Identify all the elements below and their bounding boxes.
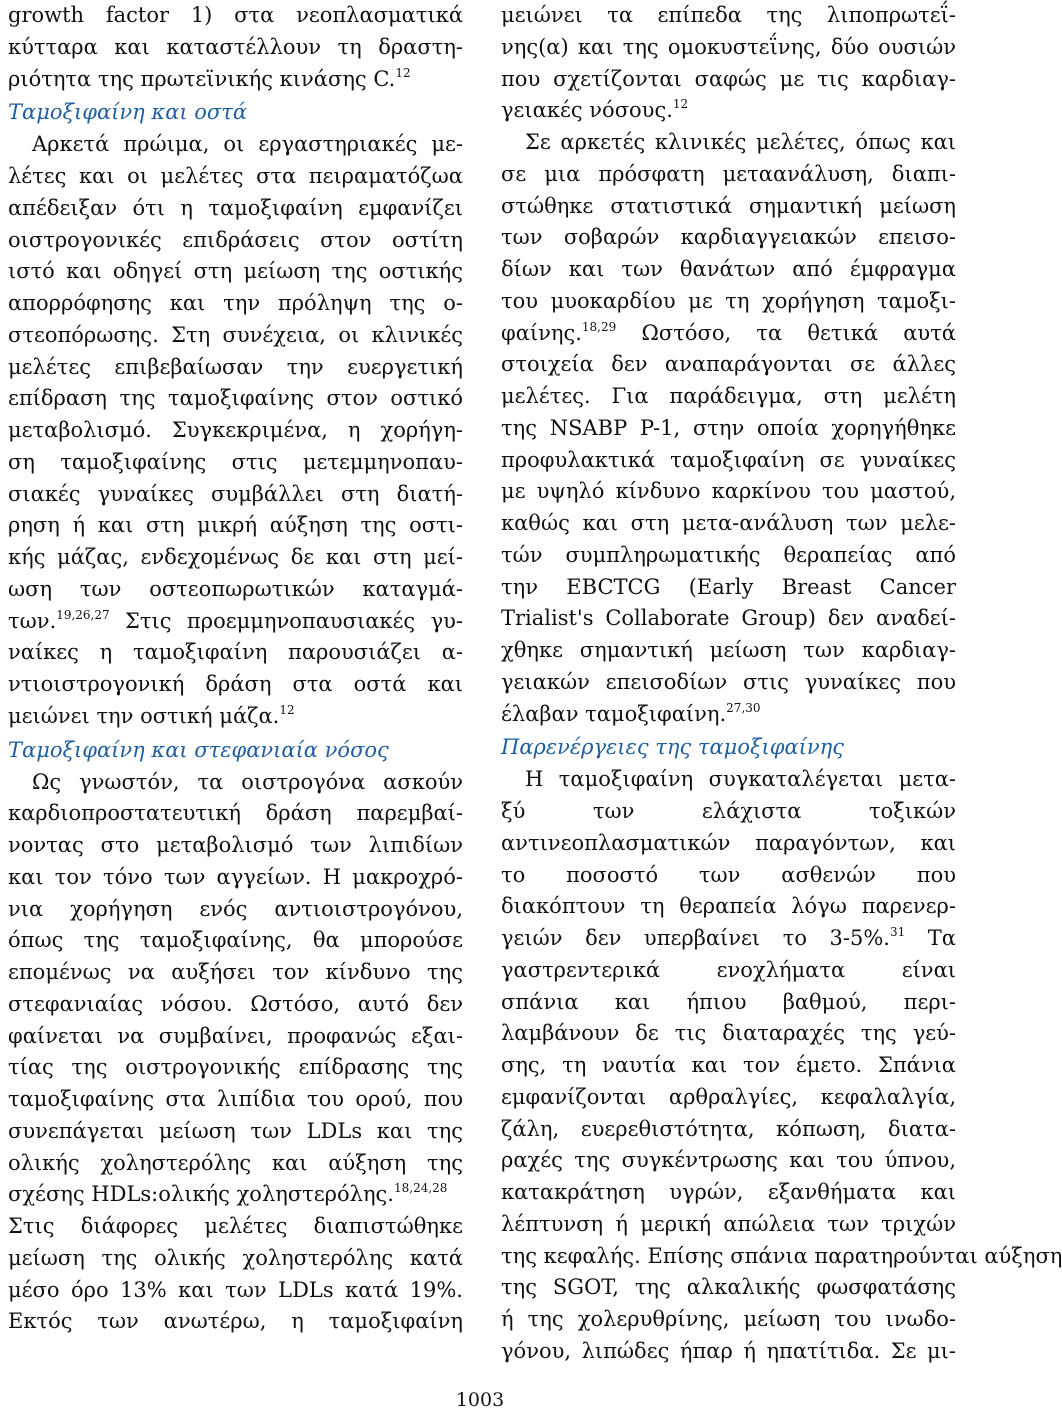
text-line [8, 352, 463, 384]
line-text: λέπτυνση ή μερική απώλεια των τριχών [501, 1211, 956, 1236]
citation-ref: 31 [889, 925, 906, 939]
section-heading [8, 733, 463, 767]
line-text-after: Ωστόσο, τα θετικά αυτά [616, 320, 956, 345]
line-text: του μυοκαρδίου με τη χορήγηση ταμοξι- [501, 288, 956, 313]
line-text: κατακράτηση υγρών, εξανθήματα και [501, 1180, 956, 1204]
text-line [8, 161, 463, 193]
line-text: ση ταμοξιφαίνης στις μετεμμηνοπαυ- [8, 449, 463, 474]
citation-ref: 27,30 [726, 700, 761, 715]
text-line [501, 191, 956, 223]
line-text: Trialist's Collaborate Group) δεν αναδεί- [501, 606, 956, 631]
right-column [501, 0, 1062, 1368]
line-text: νης(α) και της ομοκυστεΐνης, δύο ουσιών [501, 34, 956, 59]
text-line [8, 64, 463, 96]
line-text: σιακές γυναίκες συμβάλλει στη διατή- [8, 481, 463, 506]
text-line [8, 830, 463, 862]
line-text: ρηση ή και στη μικρή αύξηση της οστι- [8, 513, 463, 538]
line-text: απέδειξαν ότι η ταμοξιφαίνη εμφανίζει [8, 195, 463, 220]
line-text: σχέσης HDLs:ολικής χοληστερόλης. [8, 1182, 394, 1207]
text-line [8, 1275, 463, 1307]
line-text: λαμβάνουν δε τις διαταραχές της γεύ- [501, 1021, 956, 1046]
text-line [501, 1018, 956, 1050]
line-text: της κεφαλής. Επίσης σπάνια παρατηρούνται αύξηση [501, 1243, 1062, 1268]
text-line [501, 1114, 956, 1146]
text-line [501, 540, 956, 572]
text-line [501, 828, 956, 860]
citation-ref: 12 [672, 97, 689, 112]
line-text: με υψηλό κίνδυνο καρκίνου του μαστού, [501, 479, 956, 504]
text-line [501, 1272, 956, 1304]
text-line [501, 64, 956, 96]
text-line [501, 476, 956, 508]
line-text: growth factor 1) στα νεοπλασματικά [8, 3, 463, 27]
text-line [501, 1209, 956, 1241]
text-line [501, 0, 956, 32]
line-text: το ποσοστό των ασθενών που [501, 862, 956, 887]
text-line [501, 860, 956, 892]
line-text: επίδραση της ταμοξιφαίνης στον οστικό [8, 386, 463, 411]
line-text: Ως γνωστόν, τα οιστρογόνα ασκούν [32, 769, 463, 794]
text-line [8, 288, 463, 320]
line-text: έλαβαν ταμοξιφαίνη. [501, 701, 727, 726]
text-line [501, 572, 956, 604]
text-line [8, 225, 463, 257]
line-text: Ταμοξιφαίνη και οστά [8, 100, 248, 125]
line-text: μέσο όρο 13% και των LDLs κατά 19%. [8, 1277, 463, 1302]
line-text: σης, τη ναυτία και τον έμετο. Σπάνια [501, 1053, 956, 1077]
line-text: καρδιοπροστατευτική δράση παρεμβαί- [8, 801, 463, 826]
text-line [501, 349, 956, 381]
text-line [501, 222, 956, 254]
line-text: προφυλακτικά ταμοξιφαίνη σε γυναίκες [501, 447, 956, 472]
text-line [501, 95, 956, 127]
text-line [8, 862, 463, 894]
line-text: ολικής χοληστερόλης και αύξηση της [8, 1150, 463, 1175]
line-text: μεταβολισμό. Συγκεκριμένα, η χορήγη- [8, 418, 463, 442]
page-number: 1003 [455, 1389, 505, 1411]
text-line [501, 1304, 956, 1336]
text-line [8, 320, 463, 352]
line-text: τίας της οιστρογονικής επίδρασης της [8, 1055, 463, 1080]
text-line [8, 1243, 463, 1275]
text-line [501, 127, 956, 159]
line-text: ζάλη, ευερεθιστότητα, κόπωση, διατα- [501, 1116, 956, 1141]
text-line [501, 1145, 956, 1177]
section-heading [501, 730, 956, 764]
line-text: όπως της ταμοξιφαίνης, θα μπορούσε [8, 928, 463, 953]
line-text: ταμοξιφαίνης στα λιπίδια του ορού, που [8, 1087, 463, 1111]
text-line [8, 1021, 463, 1053]
line-text: διακόπτουν τη θεραπεία λόγω παρενερ- [501, 894, 956, 919]
text-line [8, 1211, 463, 1243]
line-text: νοντας στο μεταβολισμό των λιπιδίων [8, 833, 463, 857]
citation-ref: 12 [395, 65, 411, 80]
line-text: στεοπόρωσης. Στη συνέχεια, οι κλινικές [8, 322, 463, 347]
line-text: μειώνει την οστική μάζα. [8, 703, 280, 728]
text-line [501, 764, 956, 796]
text-line [501, 286, 956, 318]
text-line [501, 891, 956, 923]
line-text: νια χορήγηση ενός αντιοιστρογόνου, [8, 896, 463, 921]
text-line [8, 574, 463, 606]
line-text: της SGOT, της αλκαλικής φωσφατάσης [501, 1275, 956, 1300]
line-text: Σε αρκετές κλινικές μελέτες, όπως και [525, 130, 956, 154]
line-text: ριότητα της πρωτεϊνικής κινάσης C. [8, 66, 396, 91]
citation-ref: 19,26,27 [56, 607, 110, 622]
text-line [8, 447, 463, 479]
text-line [8, 606, 463, 638]
line-text: οιστρογονικές επιδράσεις στον οστίτη [8, 227, 463, 252]
line-text: μελέτες επιβεβαίωσαν την ευεργετική [8, 354, 463, 379]
line-text: γειακών επεισοδίων στις γυναίκες που [501, 669, 956, 694]
line-text: γαστρεντερικά ενοχλήματα είναι [501, 957, 956, 982]
text-line [8, 415, 463, 447]
line-text: φαίνεται να συμβαίνει, προφανώς εξαι- [8, 1023, 463, 1048]
line-text: ραχές της συγκέντρωσης και του ύπνου, [501, 1148, 956, 1173]
text-line [8, 479, 463, 511]
line-text: ναίκες η ταμοξιφαίνη παρουσιάζει α- [8, 640, 463, 665]
text-line [501, 32, 956, 64]
text-line [8, 701, 463, 733]
text-line [8, 798, 463, 830]
line-text: γόνου, λιπώδες ήπαρ ή ηπατίτιδα. Σε μι- [501, 1338, 956, 1363]
line-text: ιστό και οδηγεί στη μείωση της οστικής [8, 259, 463, 284]
text-line [501, 1177, 956, 1209]
text-line [8, 669, 463, 701]
line-text: Στις διάφορες μελέτες διαπιστώθηκε [8, 1214, 463, 1238]
section-heading [8, 95, 463, 129]
text-line [501, 1336, 956, 1368]
citation-ref: 12 [279, 702, 295, 717]
text-line [8, 383, 463, 415]
line-text: της NSABP P-1, στην οποία χορηγήθηκε [501, 415, 956, 440]
text-line [8, 193, 463, 225]
text-line [8, 1052, 463, 1084]
citation-ref: 18,24,28 [393, 1181, 448, 1196]
line-text: γειών δεν υπερβαίνει το 3-5%. [501, 926, 890, 950]
text-line [8, 767, 463, 799]
text-line [501, 603, 956, 635]
line-text: των. [8, 608, 57, 633]
text-line [501, 955, 956, 987]
text-line [501, 318, 956, 350]
line-text: μελέτες. Για παράδειγμα, στη μελέτη [501, 384, 956, 408]
line-text: καθώς και στη μετα-ανάλυση των μελε- [501, 511, 956, 535]
text-line [8, 542, 463, 574]
line-text-after: Τα [905, 926, 956, 950]
line-text: γειακές νόσους. [501, 98, 673, 123]
text-line [8, 1148, 463, 1180]
text-line [8, 957, 463, 989]
line-text: Ταμοξιφαίνη και στεφανιαία νόσος [8, 737, 389, 762]
text-line [501, 1241, 1062, 1273]
line-text: Εκτός των ανωτέρω, η ταμοξιφαίνη [8, 1309, 463, 1334]
line-text: συνεπάγεται μείωση των LDLs και της [8, 1118, 463, 1143]
line-text-after: Στις προεμμηνοπαυσιακές γυ- [109, 608, 463, 633]
line-text: σε μια πρόσφατη μεταανάλυση, διαπι- [501, 161, 956, 186]
line-text: φαίνης. [501, 320, 582, 345]
line-text: ξύ των ελάχιστα τοξικών [501, 799, 956, 823]
text-line [8, 1084, 463, 1116]
line-text: αντινεοπλασματικών παραγόντων, και [501, 830, 956, 855]
line-text: στώθηκε στατιστικά σημαντική μείωση [501, 193, 956, 218]
line-text: ωση των οστεοπωρωτικών καταγμά- [8, 576, 463, 601]
text-line [501, 508, 956, 540]
text-line [8, 510, 463, 542]
text-line [501, 413, 956, 445]
text-line [501, 667, 956, 699]
line-text: ή της χολερυθρίνης, μείωση του ινωδο- [501, 1307, 956, 1331]
left-column [8, 0, 463, 1338]
text-line [501, 987, 956, 1019]
line-text: λέτες και οι μελέτες στα πειραματόζωα [8, 164, 463, 188]
text-line [501, 1082, 956, 1114]
text-line [501, 445, 956, 477]
line-text: και τον τόνο των αγγείων. Η μακροχρό- [8, 864, 463, 889]
citation-ref: 18,29 [581, 319, 617, 334]
line-text: Αρκετά πρώιμα, οι εργαστηριακές με- [32, 132, 463, 157]
line-text: των σοβαρών καρδιαγγειακών επεισο- [501, 225, 956, 250]
line-text: στεφανιαίας νόσου. Ωστόσο, αυτό δεν [8, 991, 463, 1016]
text-line [501, 159, 956, 191]
text-line [8, 1116, 463, 1148]
line-text: κής μάζας, ενδεχομένως δε και στη μεί- [8, 545, 463, 569]
text-line [8, 894, 463, 926]
line-text: μειώνει τα επίπεδα της λιποπρωτεΐ- [501, 3, 956, 27]
line-text: Η ταμοξιφαίνη συγκαταλέγεται μετα- [525, 767, 956, 792]
line-text: επομένως να αυξήσει τον κίνδυνο της [8, 960, 463, 984]
text-line [8, 256, 463, 288]
text-line [8, 1306, 463, 1338]
text-line [501, 1050, 956, 1082]
text-line [501, 254, 956, 286]
line-text: εμφανίζονται αρθραλγίες, κεφαλαλγία, [501, 1084, 956, 1109]
line-text: τών συμπληρωματικής θεραπείας από [501, 542, 956, 567]
text-line [501, 699, 956, 731]
line-text: σπάνια και ήπιου βαθμού, περι- [501, 989, 956, 1014]
text-line [8, 32, 463, 64]
line-text: ντιοιστρογονική δράση στα οστά και [8, 672, 463, 696]
line-text: την EBCTCG (Early Breast Cancer [501, 574, 956, 599]
line-text: που σχετίζονται σαφώς με τις καρδιαγ- [501, 66, 956, 91]
text-line [8, 1179, 463, 1211]
text-line [8, 925, 463, 957]
text-line [8, 989, 463, 1021]
line-text: δίων και των θανάτων από έμφραγμα [501, 257, 956, 281]
text-line [501, 381, 956, 413]
text-line [501, 635, 956, 667]
text-line [8, 637, 463, 669]
text-line [8, 129, 463, 161]
line-text: απορρόφησης και την πρόληψη της ο- [8, 291, 463, 315]
text-line [8, 0, 463, 32]
line-text: κύτταρα και καταστέλλουν τη δραστη- [8, 34, 463, 59]
line-text: Παρενέργειες της ταμοξιφαίνης [501, 735, 845, 760]
line-text: χθηκε σημαντική μείωση των καρδιαγ- [501, 638, 956, 662]
line-text: στοιχεία δεν αναπαράγονται σε άλλες [501, 352, 956, 377]
text-line [501, 796, 956, 828]
text-line [501, 923, 956, 955]
line-text: μείωση της ολικής χοληστερόλης κατά [8, 1245, 463, 1270]
